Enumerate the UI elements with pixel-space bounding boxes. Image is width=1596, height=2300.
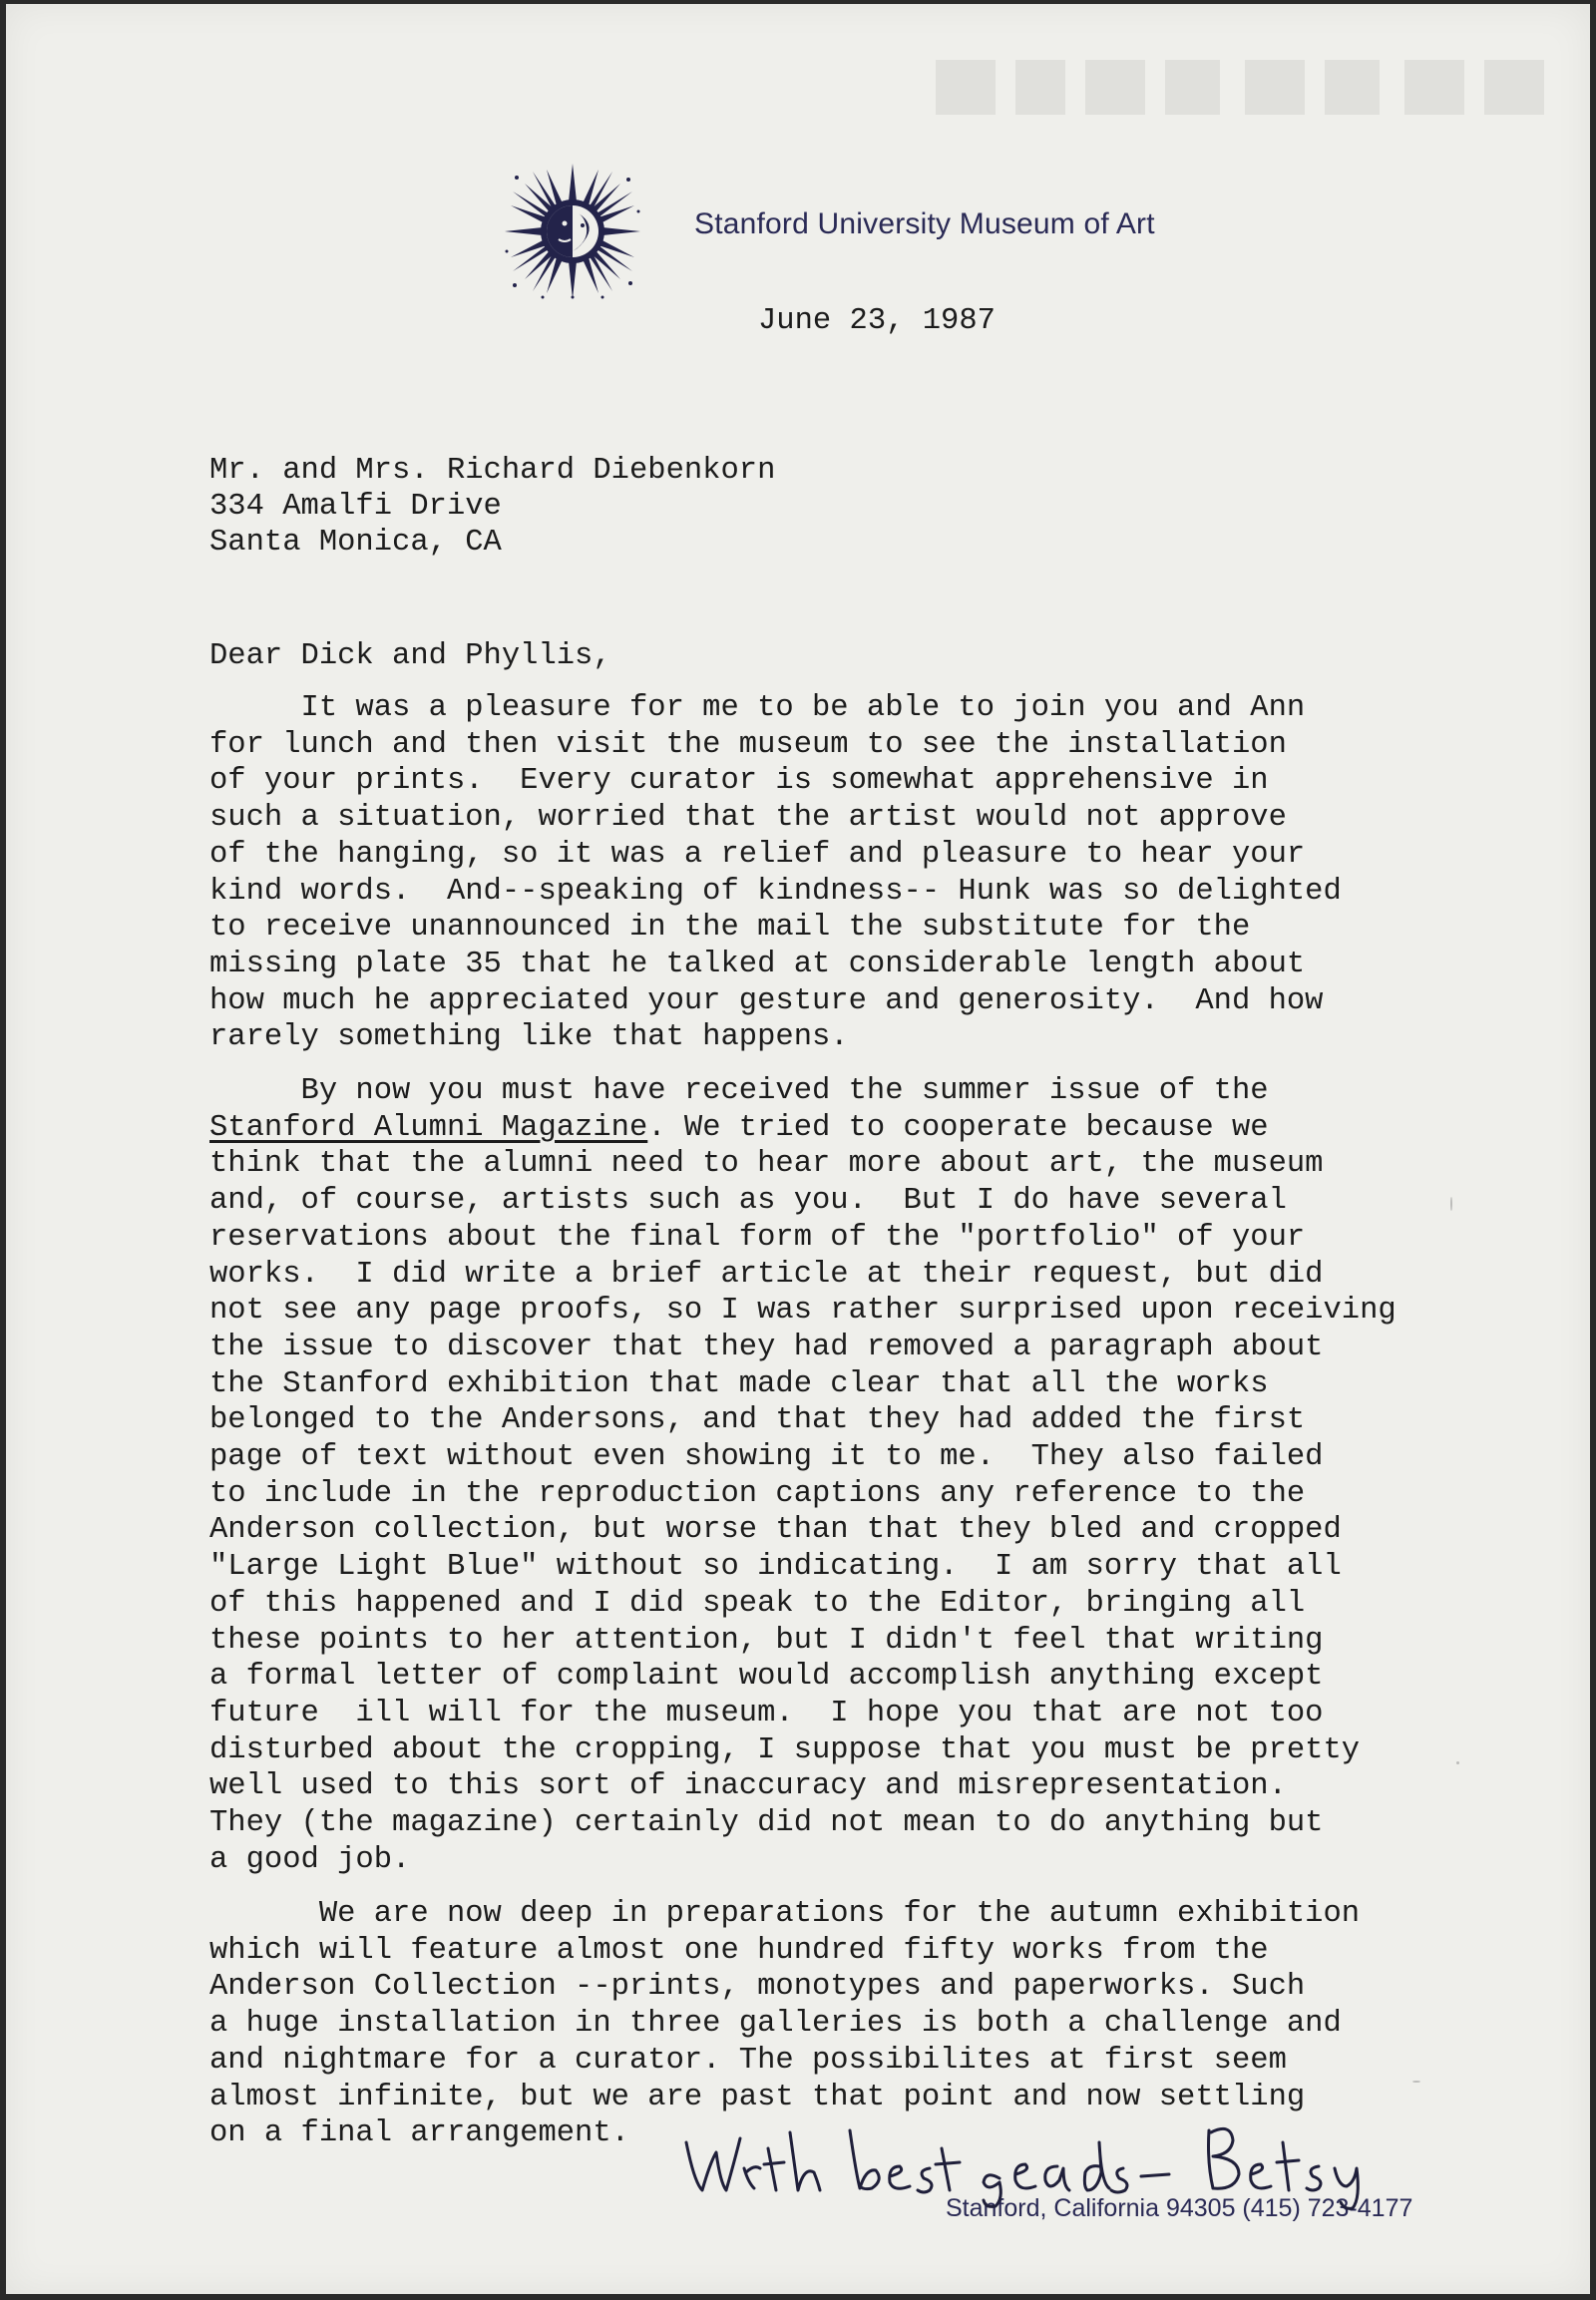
text-line: which will feature almost one hundred fifty works from the — [209, 1933, 1269, 1968]
text-line: the Stanford exhibition that made clear that all the works — [209, 1366, 1269, 1401]
text-line: Anderson Collection --prints, monotypes and paperworks. Such — [209, 1970, 1306, 2005]
letterhead — [503, 162, 1201, 301]
text-line: of your prints. Every curator is somewhat apprehensive in — [209, 764, 1269, 799]
text-line: and, of course, artists such as you. But I do have several — [209, 1184, 1287, 1219]
text-line: works. I did write a brief article at their request, but did — [209, 1257, 1324, 1292]
text-line: missing plate 35 that he talked at considerable length about — [209, 947, 1306, 981]
text-line: They (the magazine) certainly did not mean to do anything but — [209, 1806, 1324, 1841]
address-line: 334 Amalfi Drive — [209, 490, 502, 524]
letter-page — [6, 4, 1590, 2294]
text-line: It was a pleasure for me to be able to join you and Ann — [209, 691, 1306, 725]
paper-speck — [1412, 2081, 1420, 2083]
text-line: for lunch and then visit the museum to see the installation — [209, 727, 1287, 762]
text-line: "Large Light Blue" without so indicating. I am sorry that all — [209, 1550, 1342, 1585]
text-line: on a final arrangement. — [209, 2116, 629, 2151]
text-line: By now you must have received the summer issue of the — [209, 1074, 1269, 1108]
paragraph-1 — [209, 690, 1406, 1056]
address-line: Santa Monica, CA — [209, 526, 502, 560]
address-line: Mr. and Mrs. Richard Diebenkorn — [209, 454, 776, 488]
recipient-address — [209, 453, 775, 561]
text-line: such a situation, worried that the artist would not approve — [209, 801, 1287, 836]
text-line: page of text without even showing it to me. They also failed — [209, 1440, 1324, 1475]
text-line: disturbed about the cropping, I suppose that you must be pretty — [209, 1732, 1361, 1767]
text-line: these points to her attention, but I didn't feel that writing — [209, 1623, 1324, 1658]
text-line: belonged to the Andersons, and that they had added the first — [209, 1403, 1306, 1438]
text-line: think that the alumni need to hear more about art, the museum — [209, 1147, 1324, 1182]
text-line: Anderson collection, but worse than that they bled and cropped — [209, 1513, 1342, 1548]
text-line: kind words. And--speaking of kindness-- Hunk was so delighted — [209, 874, 1342, 909]
magazine-title: Stanford Alumni Magazine — [209, 1110, 648, 1145]
text-line-rest: . We tried to cooperate because we — [647, 1110, 1269, 1145]
text-line: a huge installation in three galleries is both a challenge and — [209, 2007, 1342, 2042]
text-line: reservations about the final form of the "portfolio" of your — [209, 1220, 1306, 1255]
text-line: how much he appreciated your gesture and generosity. And how — [209, 983, 1324, 1018]
paper-speck — [1456, 1761, 1459, 1764]
text-line: a good job. — [209, 1842, 411, 1877]
paper-speck — [1450, 1197, 1452, 1211]
text-line: the issue to discover that they had removed a paragraph about — [209, 1330, 1324, 1364]
text-line — [209, 1110, 1406, 1147]
text-line: and nightmare for a curator. The possibilites at first seem — [209, 2043, 1287, 2078]
text-line: We are now deep in preparations for the autumn exhibition — [209, 1897, 1361, 1931]
museum-name: Stanford University Museum of Art — [694, 207, 1155, 240]
paragraph-2 — [209, 1073, 1406, 1878]
salutation: Dear Dick and Phyllis, — [209, 639, 611, 673]
show-through-marks — [926, 40, 1564, 130]
text-line: a formal letter of complaint would accomplish anything except — [209, 1660, 1324, 1695]
footer-address: Stanford, California 94305 (415) 723-4177 — [946, 2194, 1413, 2222]
text-line: future ill will for the museum. I hope you that are not too — [209, 1696, 1324, 1730]
handwritten-signature — [680, 2103, 1379, 2212]
text-line: of this happened and I did speak to the Editor, bringing all — [209, 1586, 1306, 1621]
text-line: rarely something like that happens. — [209, 1020, 849, 1055]
text-line: not see any page proofs, so I was rather surprised upon receiving — [209, 1294, 1396, 1329]
text-line: to receive unannounced in the mail the substitute for the — [209, 911, 1251, 946]
text-line: well used to this sort of inaccuracy and misrepresentation. — [209, 1769, 1287, 1804]
letter-date: June 23, 1987 — [758, 304, 996, 338]
text-line: to include in the reproduction captions any reference to the — [209, 1476, 1306, 1511]
sun-moon-logo-icon — [503, 162, 642, 301]
text-line: of the hanging, so it was a relief and pleasure to hear your — [209, 837, 1306, 872]
text-line: almost infinite, but we are past that point and now settling — [209, 2080, 1306, 2114]
